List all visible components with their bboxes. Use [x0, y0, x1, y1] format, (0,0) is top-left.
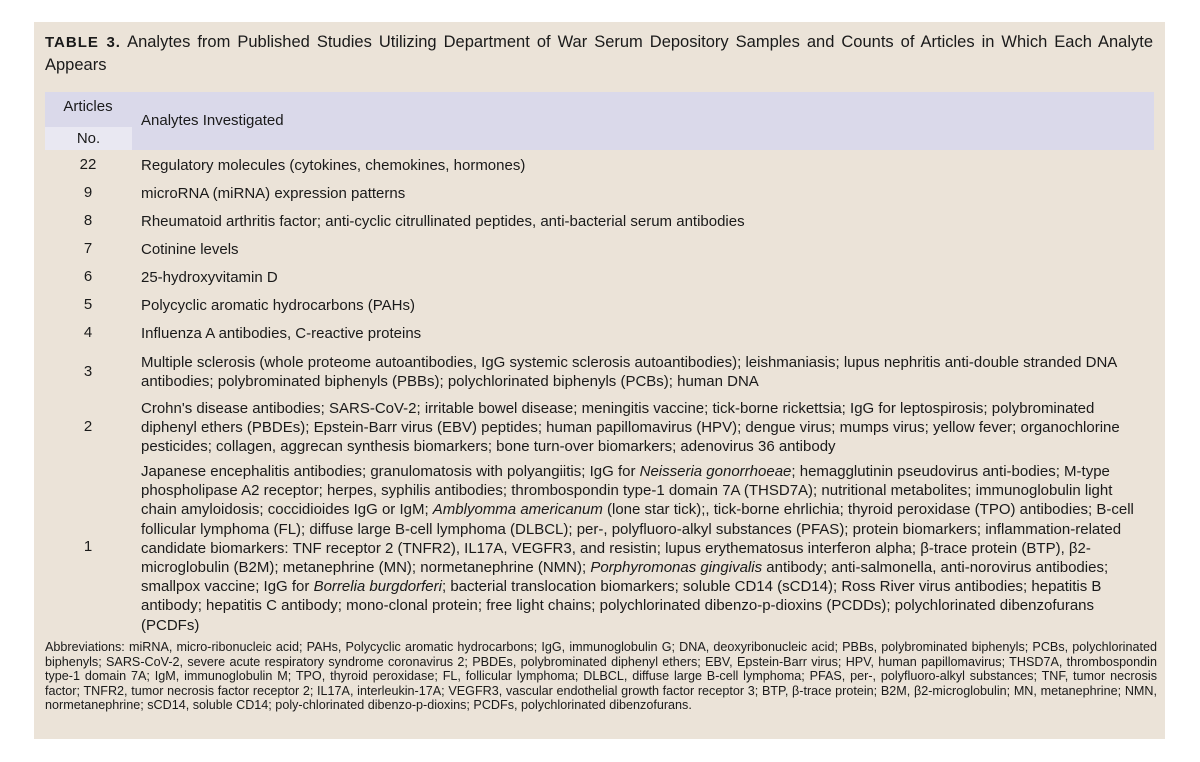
- article-count: 2: [83, 418, 93, 435]
- article-count: 3: [83, 363, 93, 380]
- analytes-cell: Influenza A antibodies, C-reactive proteins: [141, 325, 422, 342]
- analytes-cell: Rheumatoid arthritis factor; anti-cyclic citrullinated peptides, anti-bacterial serum antibodies: [141, 213, 745, 230]
- analytes-cell: microRNA (miRNA) expression patterns: [141, 185, 406, 202]
- header-no: No.: [76, 130, 101, 147]
- analytes-cell: 25-hydroxyvitamin D: [141, 269, 278, 286]
- article-count: 22: [79, 156, 97, 173]
- article-count: 4: [83, 324, 93, 341]
- analytes-cell: Polycyclic aromatic hydrocarbons (PAHs): [141, 297, 415, 314]
- analytes-cell: Japanese encephalitis antibodies; granulomatosis with polyangiitis; IgG for Neisseria gonorrhoeae; hemagglutinin pseudovirus anti-bodies; M-type phospholipase A2 receptor; herpes, syphilis antibodies; thrombospondin type-1 domain 7A (THSD7A); nutritional metabolites; immunoglobulin light chain amyloidosis; coccidioides IgG or IgM; Amblyomma americanum (lone star tick);, tick-borne ehrlichia; thyroid peroxidase (TPO) antibodies; B-cell follicular lymphoma (FL); diffuse large B-cell lymphoma (DLBCL); per-, polyfluoro-alkyl substances (PFAS); protein biomarkers; inflammation-related candidate biomarkers: TNF receptor 2 (TNFR2), IL17A, VEGFR3, and resistin; lupus erythematosus interferon alpha; β-trace protein (BTP), β2-microglobulin (B2M); metanephrine (MN); normetanephrine (NMN); Porphyromonas gingivalis antibody; anti-salmonella, anti-norovirus antibodies; smallpox vaccine; IgG for Borrelia burgdorferi; bacterial translocation biomarkers; soluble CD14 (sCD14); Ross River virus antibodies; hepatitis B antibody; hepatitis C antibody; mono-clonal protein; free light chains; polychlorinated dibenzo-p-dioxins (PCDDs); polychlorinated dibenzofurans (PCDFs): [141, 463, 1134, 634]
- analytes-cell: Crohn's disease antibodies; SARS-CoV-2; irritable bowel disease; meningitis vaccine; tick-borne rickettsia; IgG for leptospirosis; polybrominated diphenyl ethers (PBDEs); Epstein-Barr virus (EBV) peptides; human papillomavirus (HPV); dengue virus; mumps virus; yellow fever; organochlorine pesticides; collagen, aggrecan synthesis biomarkers; bone turn-over biomarkers; adenovirus 36 antibody: [141, 400, 1120, 456]
- article-count: 8: [83, 212, 93, 229]
- abbreviations-footnote: Abbreviations: miRNA, micro-ribonucleic acid; PAHs, Polycyclic aromatic hydrocarbons; IgG, immunoglobulin G; DNA, deoxyribonucleic acid; PBBs, polybrominated biphenyls; PCBs, polychlorinated biphenyls; SARS-CoV-2, severe acute respiratory syndrome coronavirus 2; PBDEs, polybrominated diphenyl ethers; EBV, Epstein-Barr virus; HPV, human papillomavirus; THSD7A, thrombospondin type-1 domain 7A; IgM, immunoglobulin M; TPO, thyroid peroxidase; FL, follicular lymphoma; DLBCL, diffuse large B-cell lymphoma; PFAS, per-, polyfluoro-alkyl substances; TNF, tumor necrosis factor; TNFR2, tumor necrosis factor receptor 2; IL17A, interleukin-17A; VEGFR3, vascular endothelial growth factor receptor 3; BTP, β-trace protein; B2M, β2-microglobulin; MN, metanephrine; NMN, normetanephrine; sCD14, soluble CD14; poly-chlorinated dibenzo-p-dioxins; PCDFs, polychlorinated dibenzofurans.: [45, 640, 1157, 712]
- table-caption: [45, 31, 1153, 76]
- header-articles: Articles: [63, 98, 113, 115]
- analytes-cell: Multiple sclerosis (whole proteome autoantibodies, IgG systemic sclerosis autoantibodies); leishmaniasis; lupus nephritis anti-double stranded DNA antibodies; polybrominated biphenyls (PBBs); polychlorinated biphenyls (PCBs); human DNA: [141, 354, 1117, 391]
- table-title: Analytes from Published Studies Utilizing Department of War Serum Depository Samples and Counts of Articles in Which Each Analyte Appears: [45, 33, 1153, 74]
- article-count: 7: [83, 240, 93, 257]
- header-analytes: Analytes Investigated: [141, 112, 284, 129]
- analytes-cell: Regulatory molecules (cytokines, chemokines, hormones): [141, 157, 526, 174]
- article-count: 5: [83, 296, 93, 313]
- article-count: 6: [83, 268, 93, 285]
- article-count: 9: [83, 184, 93, 201]
- analytes-cell: Cotinine levels: [141, 241, 239, 258]
- table-panel: [34, 22, 1165, 739]
- table-label: TABLE 3.: [45, 34, 121, 51]
- article-count: 1: [83, 538, 93, 555]
